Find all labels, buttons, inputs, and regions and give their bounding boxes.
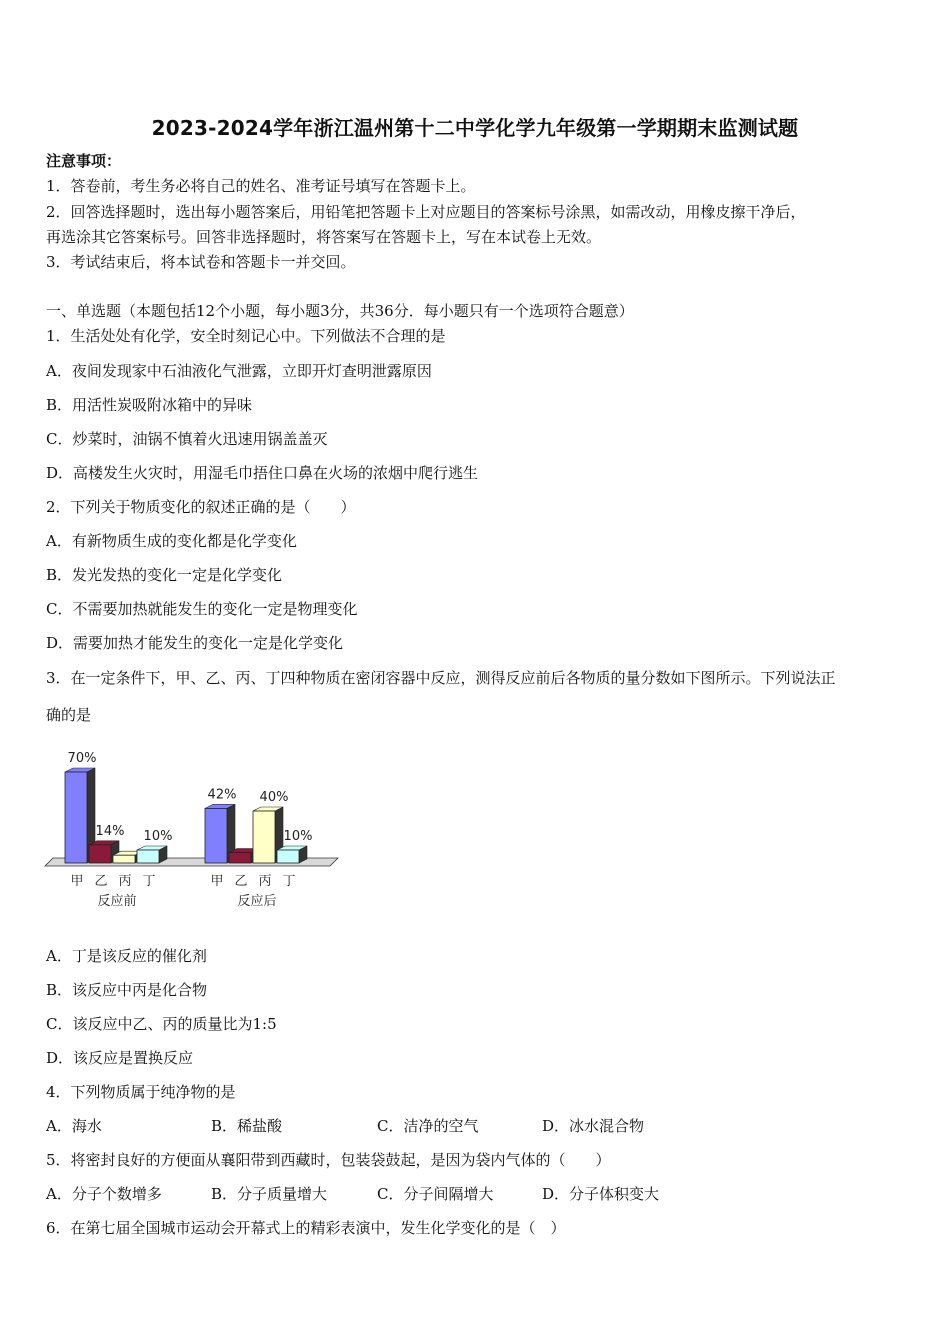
notice-item-2-cont: 再选涂其它答案标号。回答非选择题时，将答案写在答题卡上，写在本试卷上无效。 bbox=[46, 228, 602, 246]
q2-stem: 2．下列关于物质变化的叙述正确的是（ ） bbox=[46, 498, 356, 516]
bar-反应后-丁 bbox=[277, 850, 299, 863]
q3-bar-chart bbox=[40, 738, 360, 913]
q4-option-a: A．海水 bbox=[46, 1117, 102, 1135]
q6-stem: 6．在第七届全国城市运动会开幕式上的精彩表演中，发生化学变化的是（ ） bbox=[46, 1219, 566, 1237]
q5-option-c: C．分子间隔增大 bbox=[377, 1185, 494, 1203]
q4-option-d: D．冰水混合物 bbox=[542, 1117, 645, 1135]
notice-heading: 注意事项： bbox=[46, 152, 122, 170]
bar-label-反应前-乙: 14% bbox=[95, 823, 125, 839]
q2-option-d: D．需要加热才能发生的变化一定是化学变化 bbox=[46, 634, 344, 652]
bar-label-反应后-丙: 40% bbox=[259, 790, 289, 805]
q1-option-b: B．用活性炭吸附冰箱中的异味 bbox=[46, 396, 253, 414]
q2-option-a: A．有新物质生成的变化都是化学变化 bbox=[46, 532, 297, 550]
bar-label-反应后-甲: 42% bbox=[207, 787, 237, 803]
q2-option-c: C．不需要加热就能发生的变化一定是物理变化 bbox=[46, 600, 358, 618]
q4-option-c: C．洁净的空气 bbox=[377, 1117, 479, 1135]
bar-反应前-甲 bbox=[65, 772, 87, 863]
tick-label-反应后-丙: 丙 bbox=[258, 874, 272, 889]
q5-option-d: D．分子体积变大 bbox=[542, 1185, 660, 1203]
tick-label-反应前-乙: 乙 bbox=[94, 874, 108, 889]
bar-反应前-丁 bbox=[137, 850, 159, 863]
bar-反应后-甲 bbox=[205, 808, 227, 863]
notice-item-3: 3．考试结束后，将本试卷和答题卡一并交回。 bbox=[46, 253, 356, 271]
notice-item-1: 1．答卷前，考生务必将自己的姓名、准考证号填写在答题卡上。 bbox=[46, 177, 476, 195]
q3-stem-line2: 确的是 bbox=[46, 706, 92, 724]
q1-option-a: A．夜间发现家中石油液化气泄露，立即开灯查明泄露原因 bbox=[46, 362, 432, 380]
q3-stem-line1: 3．在一定条件下，甲、乙、丙、丁四种物质在密闭容器中反应，测得反应前后各物质的量分数如下图所示。下列说法正 bbox=[46, 669, 836, 687]
tick-label-反应后-乙: 乙 bbox=[234, 874, 248, 889]
bar-label-反应前-甲: 70% bbox=[67, 751, 97, 766]
q3-option-c: C．该反应中乙、丙的质量比为1:5 bbox=[46, 1015, 277, 1033]
section-heading: 一、单选题（本题包括12个小题，每小题3分，共36分．每小题只有一个选项符合题意） bbox=[46, 302, 634, 320]
q3-option-d: D．该反应是置换反应 bbox=[46, 1049, 194, 1067]
q5-option-b: B．分子质量增大 bbox=[211, 1185, 328, 1203]
q1-option-c: C．炒菜时，油锅不慎着火迅速用锅盖盖灭 bbox=[46, 430, 328, 448]
bar-反应后-丙 bbox=[253, 811, 275, 863]
bar-反应后-乙 bbox=[229, 853, 251, 863]
page-title: 2023-2024学年浙江温州第十二中学化学九年级第一学期期末监测试题 bbox=[151, 116, 799, 140]
bar-label-反应前-丁: 10% bbox=[143, 829, 173, 844]
bar-反应前-丙 bbox=[113, 855, 135, 863]
q5-option-a: A．分子个数增多 bbox=[46, 1185, 162, 1203]
tick-label-反应后-丁: 丁 bbox=[282, 874, 296, 889]
q4-option-b: B．稀盐酸 bbox=[211, 1117, 283, 1135]
q4-stem: 4．下列物质属于纯净物的是 bbox=[46, 1083, 236, 1101]
group-label-0: 反应前 bbox=[97, 894, 137, 909]
tick-label-反应前-丁: 丁 bbox=[142, 874, 156, 889]
q1-stem: 1．生活处处有化学，安全时刻记心中。下列做法不合理的是 bbox=[46, 327, 446, 345]
q5-stem: 5．将密封良好的方便面从襄阳带到西藏时，包装袋鼓起，是因为袋内气体的（ ） bbox=[46, 1151, 611, 1169]
notice-item-2: 2．回答选择题时，选出每小题答案后，用铅笔把答题卡上对应题目的答案标号涂黑，如需改动，用橡皮擦干净后， bbox=[46, 203, 806, 221]
q3-option-a: A．丁是该反应的催化剂 bbox=[46, 947, 207, 965]
q3-option-b: B．该反应中丙是化合物 bbox=[46, 981, 208, 999]
bar-label-反应后-丁: 10% bbox=[283, 829, 313, 844]
q1-option-d: D．高楼发生火灾时，用湿毛巾捂住口鼻在火场的浓烟中爬行逃生 bbox=[46, 464, 479, 482]
tick-label-反应前-丙: 丙 bbox=[118, 874, 132, 889]
bar-反应前-乙 bbox=[89, 845, 111, 863]
tick-label-反应后-甲: 甲 bbox=[210, 874, 224, 889]
q2-option-b: B．发光发热的变化一定是化学变化 bbox=[46, 566, 283, 584]
tick-label-反应前-甲: 甲 bbox=[70, 874, 84, 889]
group-label-1: 反应后 bbox=[237, 894, 277, 909]
